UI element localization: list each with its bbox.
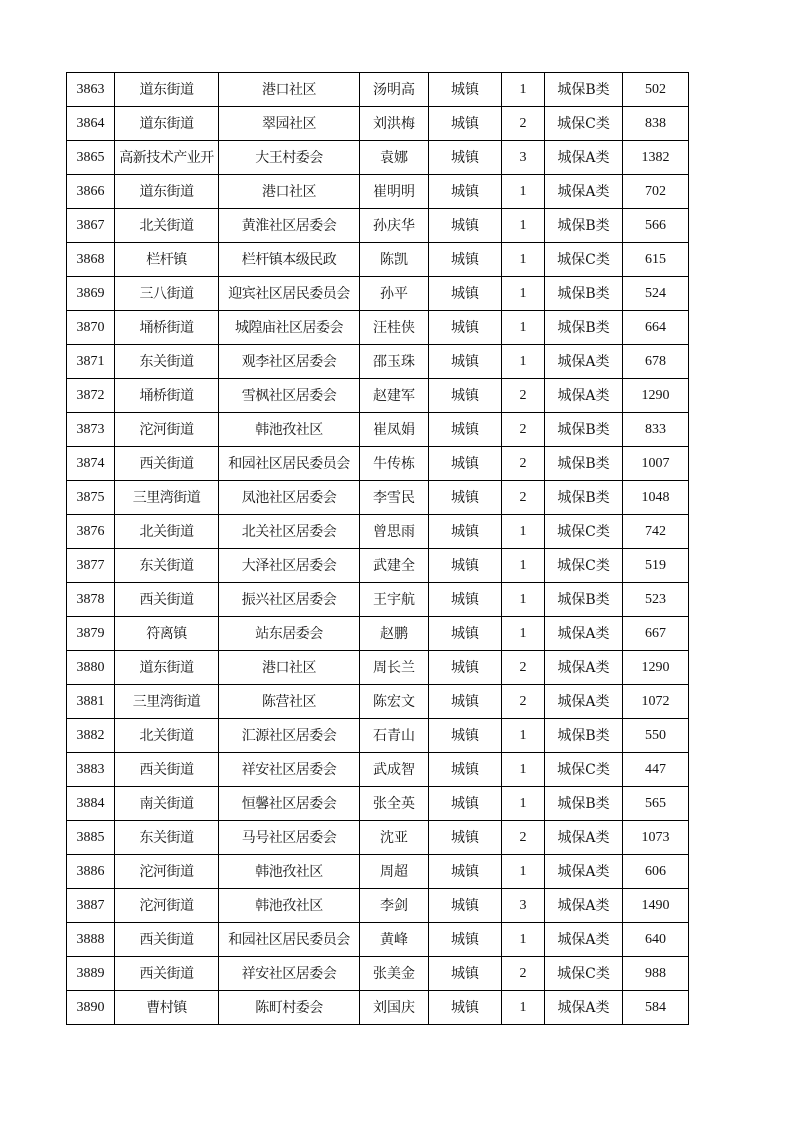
recipient-name-cell: 周超 bbox=[360, 855, 429, 889]
community-cell: 韩池孜社区 bbox=[219, 855, 360, 889]
subdistrict-cell: 西关街道 bbox=[115, 447, 219, 481]
amount-cell: 1073 bbox=[623, 821, 689, 855]
recipient-name-cell: 武建全 bbox=[360, 549, 429, 583]
table-row bbox=[67, 651, 689, 685]
community-cell: 港口社区 bbox=[219, 73, 360, 107]
household-size-cell: 1 bbox=[502, 549, 545, 583]
record-number-cell: 3867 bbox=[67, 209, 115, 243]
table-row bbox=[67, 787, 689, 821]
amount-cell: 664 bbox=[623, 311, 689, 345]
amount-cell: 447 bbox=[623, 753, 689, 787]
assistance-category-cell: 城保B类 bbox=[545, 583, 623, 617]
table-row bbox=[67, 719, 689, 753]
table-row bbox=[67, 243, 689, 277]
household-size-cell: 1 bbox=[502, 243, 545, 277]
record-number-cell: 3887 bbox=[67, 889, 115, 923]
table-row bbox=[67, 617, 689, 651]
amount-cell: 550 bbox=[623, 719, 689, 753]
area-type-cell: 城镇 bbox=[429, 141, 502, 175]
area-type-cell: 城镇 bbox=[429, 209, 502, 243]
recipient-name-cell: 袁娜 bbox=[360, 141, 429, 175]
area-type-cell: 城镇 bbox=[429, 991, 502, 1025]
record-number-cell: 3882 bbox=[67, 719, 115, 753]
area-type-cell: 城镇 bbox=[429, 243, 502, 277]
household-size-cell: 2 bbox=[502, 957, 545, 991]
area-type-cell: 城镇 bbox=[429, 277, 502, 311]
assistance-category-cell: 城保A类 bbox=[545, 991, 623, 1025]
amount-cell: 1072 bbox=[623, 685, 689, 719]
table-row bbox=[67, 175, 689, 209]
table-row bbox=[67, 379, 689, 413]
record-number-cell: 3864 bbox=[67, 107, 115, 141]
table-row bbox=[67, 209, 689, 243]
assistance-category-cell: 城保C类 bbox=[545, 243, 623, 277]
subdistrict-cell: 三八街道 bbox=[115, 277, 219, 311]
table-row bbox=[67, 923, 689, 957]
amount-cell: 519 bbox=[623, 549, 689, 583]
subdistrict-cell: 东关街道 bbox=[115, 549, 219, 583]
amount-cell: 1290 bbox=[623, 651, 689, 685]
area-type-cell: 城镇 bbox=[429, 379, 502, 413]
area-type-cell: 城镇 bbox=[429, 889, 502, 923]
subdistrict-cell: 西关街道 bbox=[115, 923, 219, 957]
household-size-cell: 1 bbox=[502, 277, 545, 311]
assistance-category-cell: 城保A类 bbox=[545, 821, 623, 855]
area-type-cell: 城镇 bbox=[429, 73, 502, 107]
assistance-category-cell: 城保A类 bbox=[545, 889, 623, 923]
table-row bbox=[67, 413, 689, 447]
community-cell: 港口社区 bbox=[219, 651, 360, 685]
record-number-cell: 3886 bbox=[67, 855, 115, 889]
table-row bbox=[67, 515, 689, 549]
area-type-cell: 城镇 bbox=[429, 719, 502, 753]
record-number-cell: 3874 bbox=[67, 447, 115, 481]
record-number-cell: 3879 bbox=[67, 617, 115, 651]
subdistrict-cell: 东关街道 bbox=[115, 821, 219, 855]
household-size-cell: 1 bbox=[502, 617, 545, 651]
table-row bbox=[67, 889, 689, 923]
area-type-cell: 城镇 bbox=[429, 481, 502, 515]
amount-cell: 523 bbox=[623, 583, 689, 617]
community-cell: 港口社区 bbox=[219, 175, 360, 209]
table-row bbox=[67, 73, 689, 107]
record-number-cell: 3863 bbox=[67, 73, 115, 107]
household-size-cell: 1 bbox=[502, 753, 545, 787]
amount-cell: 988 bbox=[623, 957, 689, 991]
assistance-category-cell: 城保A类 bbox=[545, 379, 623, 413]
subdistrict-cell: 曹村镇 bbox=[115, 991, 219, 1025]
amount-cell: 584 bbox=[623, 991, 689, 1025]
community-cell: 站东居委会 bbox=[219, 617, 360, 651]
assistance-category-cell: 城保A类 bbox=[545, 855, 623, 889]
amount-cell: 502 bbox=[623, 73, 689, 107]
community-cell: 陈町村委会 bbox=[219, 991, 360, 1025]
amount-cell: 667 bbox=[623, 617, 689, 651]
assistance-category-cell: 城保B类 bbox=[545, 277, 623, 311]
subdistrict-cell: 高新技术产业开 bbox=[115, 141, 219, 175]
community-cell: 和园社区居民委员会 bbox=[219, 923, 360, 957]
record-number-cell: 3875 bbox=[67, 481, 115, 515]
community-cell: 祥安社区居委会 bbox=[219, 753, 360, 787]
community-cell: 祥安社区居委会 bbox=[219, 957, 360, 991]
community-cell: 韩池孜社区 bbox=[219, 889, 360, 923]
recipient-name-cell: 武成智 bbox=[360, 753, 429, 787]
household-size-cell: 2 bbox=[502, 379, 545, 413]
record-number-cell: 3881 bbox=[67, 685, 115, 719]
recipient-name-cell: 赵建军 bbox=[360, 379, 429, 413]
community-cell: 陈营社区 bbox=[219, 685, 360, 719]
area-type-cell: 城镇 bbox=[429, 617, 502, 651]
household-size-cell: 2 bbox=[502, 481, 545, 515]
table-row bbox=[67, 481, 689, 515]
recipient-name-cell: 赵鹏 bbox=[360, 617, 429, 651]
amount-cell: 640 bbox=[623, 923, 689, 957]
recipient-name-cell: 周长兰 bbox=[360, 651, 429, 685]
subdistrict-cell: 东关街道 bbox=[115, 345, 219, 379]
assistance-category-cell: 城保B类 bbox=[545, 481, 623, 515]
recipient-name-cell: 孙平 bbox=[360, 277, 429, 311]
subdistrict-cell: 南关街道 bbox=[115, 787, 219, 821]
community-cell: 迎宾社区居民委员会 bbox=[219, 277, 360, 311]
household-size-cell: 2 bbox=[502, 107, 545, 141]
community-cell: 观李社区居委会 bbox=[219, 345, 360, 379]
subdistrict-cell: 沱河街道 bbox=[115, 855, 219, 889]
recipient-name-cell: 刘洪梅 bbox=[360, 107, 429, 141]
community-cell: 汇源社区居委会 bbox=[219, 719, 360, 753]
assistance-category-cell: 城保A类 bbox=[545, 141, 623, 175]
allowance-table bbox=[66, 72, 689, 1025]
recipient-name-cell: 陈宏文 bbox=[360, 685, 429, 719]
subdistrict-cell: 道东街道 bbox=[115, 651, 219, 685]
amount-cell: 678 bbox=[623, 345, 689, 379]
record-number-cell: 3883 bbox=[67, 753, 115, 787]
recipient-name-cell: 陈凯 bbox=[360, 243, 429, 277]
subdistrict-cell: 三里湾街道 bbox=[115, 481, 219, 515]
record-number-cell: 3888 bbox=[67, 923, 115, 957]
assistance-category-cell: 城保C类 bbox=[545, 515, 623, 549]
household-size-cell: 2 bbox=[502, 821, 545, 855]
subdistrict-cell: 沱河街道 bbox=[115, 889, 219, 923]
amount-cell: 524 bbox=[623, 277, 689, 311]
subdistrict-cell: 北关街道 bbox=[115, 719, 219, 753]
assistance-category-cell: 城保C类 bbox=[545, 549, 623, 583]
recipient-name-cell: 刘国庆 bbox=[360, 991, 429, 1025]
recipient-name-cell: 石青山 bbox=[360, 719, 429, 753]
area-type-cell: 城镇 bbox=[429, 753, 502, 787]
subdistrict-cell: 栏杆镇 bbox=[115, 243, 219, 277]
recipient-name-cell: 崔凤娟 bbox=[360, 413, 429, 447]
amount-cell: 702 bbox=[623, 175, 689, 209]
household-size-cell: 1 bbox=[502, 719, 545, 753]
household-size-cell: 3 bbox=[502, 889, 545, 923]
assistance-category-cell: 城保A类 bbox=[545, 175, 623, 209]
subdistrict-cell: 沱河街道 bbox=[115, 413, 219, 447]
household-size-cell: 1 bbox=[502, 73, 545, 107]
community-cell: 振兴社区居委会 bbox=[219, 583, 360, 617]
household-size-cell: 1 bbox=[502, 515, 545, 549]
record-number-cell: 3869 bbox=[67, 277, 115, 311]
recipient-name-cell: 邵玉珠 bbox=[360, 345, 429, 379]
record-number-cell: 3877 bbox=[67, 549, 115, 583]
subdistrict-cell: 埇桥街道 bbox=[115, 379, 219, 413]
assistance-category-cell: 城保B类 bbox=[545, 719, 623, 753]
subdistrict-cell: 三里湾街道 bbox=[115, 685, 219, 719]
assistance-category-cell: 城保C类 bbox=[545, 107, 623, 141]
household-size-cell: 1 bbox=[502, 311, 545, 345]
household-size-cell: 1 bbox=[502, 175, 545, 209]
community-cell: 韩池孜社区 bbox=[219, 413, 360, 447]
table-row bbox=[67, 345, 689, 379]
table-row bbox=[67, 991, 689, 1025]
assistance-category-cell: 城保C类 bbox=[545, 957, 623, 991]
area-type-cell: 城镇 bbox=[429, 515, 502, 549]
area-type-cell: 城镇 bbox=[429, 413, 502, 447]
recipient-name-cell: 张全英 bbox=[360, 787, 429, 821]
community-cell: 大泽社区居委会 bbox=[219, 549, 360, 583]
area-type-cell: 城镇 bbox=[429, 311, 502, 345]
subdistrict-cell: 北关街道 bbox=[115, 515, 219, 549]
table-row bbox=[67, 753, 689, 787]
amount-cell: 833 bbox=[623, 413, 689, 447]
community-cell: 北关社区居委会 bbox=[219, 515, 360, 549]
area-type-cell: 城镇 bbox=[429, 957, 502, 991]
household-size-cell: 1 bbox=[502, 923, 545, 957]
amount-cell: 742 bbox=[623, 515, 689, 549]
table-row bbox=[67, 311, 689, 345]
area-type-cell: 城镇 bbox=[429, 651, 502, 685]
community-cell: 翠园社区 bbox=[219, 107, 360, 141]
amount-cell: 1382 bbox=[623, 141, 689, 175]
record-number-cell: 3873 bbox=[67, 413, 115, 447]
community-cell: 黄淮社区居委会 bbox=[219, 209, 360, 243]
community-cell: 恒馨社区居委会 bbox=[219, 787, 360, 821]
recipient-name-cell: 李剑 bbox=[360, 889, 429, 923]
record-number-cell: 3865 bbox=[67, 141, 115, 175]
record-number-cell: 3866 bbox=[67, 175, 115, 209]
area-type-cell: 城镇 bbox=[429, 685, 502, 719]
household-size-cell: 3 bbox=[502, 141, 545, 175]
recipient-name-cell: 牛传栋 bbox=[360, 447, 429, 481]
assistance-category-cell: 城保A类 bbox=[545, 923, 623, 957]
assistance-category-cell: 城保B类 bbox=[545, 413, 623, 447]
subdistrict-cell: 西关街道 bbox=[115, 583, 219, 617]
table-body bbox=[67, 73, 689, 1025]
amount-cell: 615 bbox=[623, 243, 689, 277]
recipient-name-cell: 汪桂侠 bbox=[360, 311, 429, 345]
recipient-name-cell: 汤明高 bbox=[360, 73, 429, 107]
household-size-cell: 2 bbox=[502, 447, 545, 481]
amount-cell: 1007 bbox=[623, 447, 689, 481]
record-number-cell: 3871 bbox=[67, 345, 115, 379]
assistance-category-cell: 城保A类 bbox=[545, 617, 623, 651]
assistance-category-cell: 城保C类 bbox=[545, 753, 623, 787]
assistance-category-cell: 城保B类 bbox=[545, 311, 623, 345]
table-row bbox=[67, 957, 689, 991]
community-cell: 大王村委会 bbox=[219, 141, 360, 175]
table-row bbox=[67, 277, 689, 311]
household-size-cell: 1 bbox=[502, 583, 545, 617]
record-number-cell: 3876 bbox=[67, 515, 115, 549]
subdistrict-cell: 道东街道 bbox=[115, 175, 219, 209]
area-type-cell: 城镇 bbox=[429, 107, 502, 141]
household-size-cell: 1 bbox=[502, 991, 545, 1025]
record-number-cell: 3889 bbox=[67, 957, 115, 991]
community-cell: 雪枫社区居委会 bbox=[219, 379, 360, 413]
subdistrict-cell: 道东街道 bbox=[115, 107, 219, 141]
subdistrict-cell: 西关街道 bbox=[115, 957, 219, 991]
assistance-category-cell: 城保B类 bbox=[545, 447, 623, 481]
area-type-cell: 城镇 bbox=[429, 787, 502, 821]
area-type-cell: 城镇 bbox=[429, 855, 502, 889]
community-cell: 和园社区居民委员会 bbox=[219, 447, 360, 481]
recipient-name-cell: 沈亚 bbox=[360, 821, 429, 855]
household-size-cell: 1 bbox=[502, 345, 545, 379]
assistance-category-cell: 城保B类 bbox=[545, 73, 623, 107]
area-type-cell: 城镇 bbox=[429, 549, 502, 583]
community-cell: 城隍庙社区居委会 bbox=[219, 311, 360, 345]
record-number-cell: 3868 bbox=[67, 243, 115, 277]
amount-cell: 566 bbox=[623, 209, 689, 243]
record-number-cell: 3884 bbox=[67, 787, 115, 821]
table-row bbox=[67, 685, 689, 719]
recipient-name-cell: 崔明明 bbox=[360, 175, 429, 209]
table-row bbox=[67, 855, 689, 889]
record-number-cell: 3890 bbox=[67, 991, 115, 1025]
record-number-cell: 3878 bbox=[67, 583, 115, 617]
table-row bbox=[67, 821, 689, 855]
recipient-name-cell: 孙庆华 bbox=[360, 209, 429, 243]
amount-cell: 1048 bbox=[623, 481, 689, 515]
recipient-name-cell: 曾思雨 bbox=[360, 515, 429, 549]
record-number-cell: 3870 bbox=[67, 311, 115, 345]
amount-cell: 606 bbox=[623, 855, 689, 889]
assistance-category-cell: 城保A类 bbox=[545, 685, 623, 719]
community-cell: 凤池社区居委会 bbox=[219, 481, 360, 515]
recipient-name-cell: 王宇航 bbox=[360, 583, 429, 617]
assistance-category-cell: 城保B类 bbox=[545, 787, 623, 821]
amount-cell: 1490 bbox=[623, 889, 689, 923]
table-row bbox=[67, 141, 689, 175]
table-row bbox=[67, 549, 689, 583]
community-cell: 马号社区居委会 bbox=[219, 821, 360, 855]
area-type-cell: 城镇 bbox=[429, 821, 502, 855]
household-size-cell: 2 bbox=[502, 413, 545, 447]
record-number-cell: 3880 bbox=[67, 651, 115, 685]
area-type-cell: 城镇 bbox=[429, 923, 502, 957]
table-row bbox=[67, 107, 689, 141]
area-type-cell: 城镇 bbox=[429, 583, 502, 617]
subdistrict-cell: 符离镇 bbox=[115, 617, 219, 651]
assistance-category-cell: 城保B类 bbox=[545, 209, 623, 243]
subdistrict-cell: 西关街道 bbox=[115, 753, 219, 787]
table-row bbox=[67, 447, 689, 481]
community-cell: 栏杆镇本级民政 bbox=[219, 243, 360, 277]
subdistrict-cell: 北关街道 bbox=[115, 209, 219, 243]
amount-cell: 1290 bbox=[623, 379, 689, 413]
assistance-category-cell: 城保A类 bbox=[545, 651, 623, 685]
record-number-cell: 3872 bbox=[67, 379, 115, 413]
record-number-cell: 3885 bbox=[67, 821, 115, 855]
recipient-name-cell: 张美金 bbox=[360, 957, 429, 991]
household-size-cell: 2 bbox=[502, 651, 545, 685]
subdistrict-cell: 埇桥街道 bbox=[115, 311, 219, 345]
subdistrict-cell: 道东街道 bbox=[115, 73, 219, 107]
area-type-cell: 城镇 bbox=[429, 345, 502, 379]
area-type-cell: 城镇 bbox=[429, 175, 502, 209]
recipient-name-cell: 李雪民 bbox=[360, 481, 429, 515]
household-size-cell: 1 bbox=[502, 855, 545, 889]
household-size-cell: 2 bbox=[502, 685, 545, 719]
area-type-cell: 城镇 bbox=[429, 447, 502, 481]
recipient-name-cell: 黄峰 bbox=[360, 923, 429, 957]
household-size-cell: 1 bbox=[502, 209, 545, 243]
amount-cell: 565 bbox=[623, 787, 689, 821]
household-size-cell: 1 bbox=[502, 787, 545, 821]
assistance-category-cell: 城保A类 bbox=[545, 345, 623, 379]
table-row bbox=[67, 583, 689, 617]
amount-cell: 838 bbox=[623, 107, 689, 141]
